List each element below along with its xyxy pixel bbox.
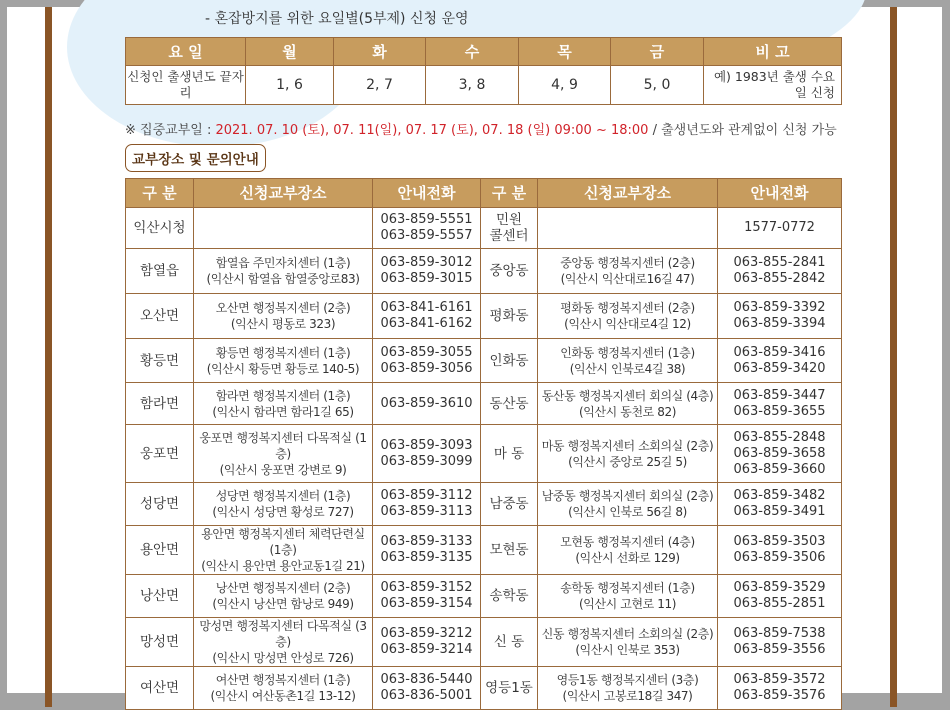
district-name: 함라면 bbox=[126, 383, 194, 425]
location-place: 웅포면 행정복지센터 다목적실 (1층) (익산시 웅포면 강변로 9) bbox=[194, 425, 373, 483]
phone-numbers: 063-855-2848 063-859-3658 063-859-3660 bbox=[718, 425, 842, 483]
location-place: 용안면 행정복지센터 체력단련실 (1층) (익산시 용안면 용안교동1길 21) bbox=[194, 526, 373, 575]
note-suffix: / 출생년도와 관계없이 신청 가능 bbox=[648, 123, 837, 138]
location-place: 신동 행정복지센터 소회의실 (2층) (익산시 인북로 353) bbox=[538, 618, 718, 667]
phone-numbers: 063-859-3572 063-859-3576 bbox=[718, 667, 842, 710]
district-name: 중앙동 bbox=[481, 249, 538, 294]
location-place bbox=[194, 208, 373, 249]
intro-text: - 혼잡방지를 위한 요일별(5부제) 신청 운영 bbox=[205, 11, 469, 27]
phone-numbers: 063-859-3112 063-859-3113 bbox=[373, 483, 481, 526]
location-header: 안내전화 bbox=[373, 179, 481, 208]
location-place: 성당면 행정복지센터 (1층) (익산시 성당면 황성로 727) bbox=[194, 483, 373, 526]
location-place: 모현동 행정복지센터 (4층) (익산시 선화로 129) bbox=[538, 526, 718, 575]
right-border-bar bbox=[890, 7, 897, 707]
location-header: 안내전화 bbox=[718, 179, 842, 208]
location-place: 인화동 행정복지센터 (1층) (익산시 인북로4길 38) bbox=[538, 339, 718, 383]
district-name: 모현동 bbox=[481, 526, 538, 575]
note-dates: 2021. 07. 10 (토), 07. 11(일), 07. 17 (토), 07. 18 (일) 09:00 ~ 18:00 bbox=[215, 123, 649, 138]
location-header: 구 분 bbox=[481, 179, 538, 208]
phone-numbers: 063-859-3392 063-859-3394 bbox=[718, 294, 842, 339]
phone-numbers: 063-859-3529 063-855-2851 bbox=[718, 575, 842, 618]
location-place: 남중동 행정복지센터 회의실 (2층) (익산시 인북로 56길 8) bbox=[538, 483, 718, 526]
schedule-value: 4, 9 bbox=[519, 66, 611, 105]
distribution-note bbox=[125, 119, 837, 138]
phone-numbers: 063-841-6161 063-841-6162 bbox=[373, 294, 481, 339]
schedule-value: 5, 0 bbox=[611, 66, 704, 105]
schedule-value: 3, 8 bbox=[426, 66, 519, 105]
note-prefix: ※ 집중교부일 : bbox=[125, 123, 216, 138]
location-header: 신청교부장소 bbox=[194, 179, 373, 208]
district-name: 웅포면 bbox=[126, 425, 194, 483]
location-place: 함열읍 주민자치센터 (1층) (익산시 함열읍 함열중앙로83) bbox=[194, 249, 373, 294]
district-name: 평화동 bbox=[481, 294, 538, 339]
phone-numbers: 063-859-3093 063-859-3099 bbox=[373, 425, 481, 483]
district-name: 오산면 bbox=[126, 294, 194, 339]
phone-numbers: 063-836-5440 063-836-5001 bbox=[373, 667, 481, 710]
left-border-bar bbox=[45, 7, 52, 707]
phone-numbers: 063-859-3447 063-859-3655 bbox=[718, 383, 842, 425]
schedule-row-label: 신청인 출생년도 끝자리 bbox=[126, 66, 246, 105]
location-place: 송학동 행정복지센터 (1층) (익산시 고현로 11) bbox=[538, 575, 718, 618]
location-place: 오산면 행정복지센터 (2층) (익산시 평동로 323) bbox=[194, 294, 373, 339]
table-row bbox=[126, 618, 842, 667]
table-row bbox=[126, 339, 842, 383]
schedule-header: 금 bbox=[611, 38, 704, 66]
district-name: 황등면 bbox=[126, 339, 194, 383]
table-row bbox=[126, 667, 842, 710]
location-header: 구 분 bbox=[126, 179, 194, 208]
table-row bbox=[126, 383, 842, 425]
district-name: 망성면 bbox=[126, 618, 194, 667]
phone-numbers: 063-859-7538 063-859-3556 bbox=[718, 618, 842, 667]
district-name: 신 동 bbox=[481, 618, 538, 667]
phone-numbers: 063-859-3482 063-859-3491 bbox=[718, 483, 842, 526]
location-place: 평화동 행정복지센터 (2층) (익산시 익산대로4길 12) bbox=[538, 294, 718, 339]
district-name: 인화동 bbox=[481, 339, 538, 383]
location-header: 신청교부장소 bbox=[538, 179, 718, 208]
location-place: 함라면 행정복지센터 (1층) (익산시 함라면 함라1길 65) bbox=[194, 383, 373, 425]
district-name: 동산동 bbox=[481, 383, 538, 425]
phone-numbers: 063-859-3055 063-859-3056 bbox=[373, 339, 481, 383]
locations-table bbox=[125, 178, 842, 710]
district-name: 남중동 bbox=[481, 483, 538, 526]
location-place: 낭산면 행정복지센터 (2층) (익산시 낭산면 함낭로 949) bbox=[194, 575, 373, 618]
district-name: 송학동 bbox=[481, 575, 538, 618]
district-name: 마 동 bbox=[481, 425, 538, 483]
location-place: 망성면 행정복지센터 다목적실 (3층) (익산시 망성면 안성로 726) bbox=[194, 618, 373, 667]
phone-numbers: 063-859-3133 063-859-3135 bbox=[373, 526, 481, 575]
location-place bbox=[538, 208, 718, 249]
schedule-table bbox=[125, 37, 842, 105]
district-name: 낭산면 bbox=[126, 575, 194, 618]
phone-numbers: 063-855-2841 063-855-2842 bbox=[718, 249, 842, 294]
phone-numbers: 1577-0772 bbox=[718, 208, 842, 249]
table-row bbox=[126, 208, 842, 249]
phone-numbers: 063-859-3610 bbox=[373, 383, 481, 425]
schedule-header: 월 bbox=[246, 38, 334, 66]
schedule-value: 1, 6 bbox=[246, 66, 334, 105]
document-page bbox=[7, 7, 942, 703]
schedule-header: 목 bbox=[519, 38, 611, 66]
table-row bbox=[126, 425, 842, 483]
phone-numbers: 063-859-3152 063-859-3154 bbox=[373, 575, 481, 618]
table-row bbox=[126, 526, 842, 575]
phone-numbers: 063-859-3212 063-859-3214 bbox=[373, 618, 481, 667]
district-name: 영등1동 bbox=[481, 667, 538, 710]
table-row bbox=[126, 294, 842, 339]
table-row bbox=[126, 483, 842, 526]
schedule-header: 요 일 bbox=[126, 38, 246, 66]
phone-numbers: 063-859-3012 063-859-3015 bbox=[373, 249, 481, 294]
section-title: 교부장소 및 문의안내 bbox=[125, 144, 266, 172]
district-name: 함열읍 bbox=[126, 249, 194, 294]
district-name: 용안면 bbox=[126, 526, 194, 575]
table-row bbox=[126, 249, 842, 294]
location-place: 마동 행정복지센터 소회의실 (2층) (익산시 중앙로 25길 5) bbox=[538, 425, 718, 483]
district-name: 여산면 bbox=[126, 667, 194, 710]
schedule-header: 비 고 bbox=[704, 38, 842, 66]
phone-numbers: 063-859-5551 063-859-5557 bbox=[373, 208, 481, 249]
schedule-remark: 예) 1983년 출생 수요일 신청 bbox=[704, 66, 842, 105]
location-place: 중앙동 행정복지센터 (2층) (익산시 익산대로16길 47) bbox=[538, 249, 718, 294]
schedule-header: 수 bbox=[426, 38, 519, 66]
schedule-header: 화 bbox=[334, 38, 426, 66]
schedule-value: 2, 7 bbox=[334, 66, 426, 105]
location-place: 동산동 행정복지센터 회의실 (4층) (익산시 동천로 82) bbox=[538, 383, 718, 425]
location-place: 영등1동 행정복지센터 (3층) (익산시 고봉로18길 347) bbox=[538, 667, 718, 710]
phone-numbers: 063-859-3416 063-859-3420 bbox=[718, 339, 842, 383]
phone-numbers: 063-859-3503 063-859-3506 bbox=[718, 526, 842, 575]
district-name: 민원 콜센터 bbox=[481, 208, 538, 249]
district-name: 익산시청 bbox=[126, 208, 194, 249]
table-row bbox=[126, 575, 842, 618]
location-place: 황등면 행정복지센터 (1층) (익산시 황등면 황등로 140-5) bbox=[194, 339, 373, 383]
location-place: 여산면 행정복지센터 (1층) (익산시 여산동촌1길 13-12) bbox=[194, 667, 373, 710]
district-name: 성당면 bbox=[126, 483, 194, 526]
